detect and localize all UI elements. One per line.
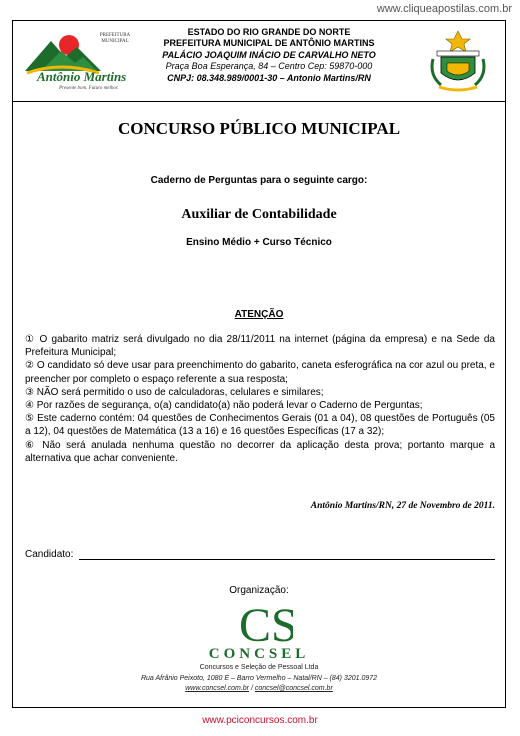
- attention-heading: ATENÇÃO: [234, 309, 284, 320]
- candidate-name-line[interactable]: [79, 559, 495, 560]
- instruction-item: ⑤ Este caderno contém: 04 questões de Conhecimentos Gerais (01 a 04), 08 questões de Português (05 a 12), 04 questões de Matemática (13 a 16) e 16 questões Específicas (17 a 32);: [25, 413, 495, 438]
- header-text: [139, 27, 399, 84]
- instructions-list: [25, 333, 495, 465]
- prefeitura-text: PREFEITURA MUNICIPAL: [99, 33, 131, 44]
- coat-of-arms-icon: [427, 29, 489, 95]
- coat-of-arms: [427, 29, 489, 95]
- svg-text:CS: CS: [239, 599, 293, 652]
- instruction-item: ② O candidato só deve usar para preenchimento do gabarito, caneta esferográfica na cor azul ou preta, e preencher por completo o espaço referente a sua resposta;: [25, 360, 495, 385]
- slogan: Presente bom. Futuro melhor.: [59, 86, 119, 91]
- cnpj-line: CNPJ: 08.348.989/0001-30 – Antonio Martins/RN: [167, 72, 371, 83]
- organization-site-link[interactable]: www.concsel.com.br: [185, 685, 250, 692]
- education-level: Ensino Médio + Curso Técnico: [186, 237, 332, 248]
- address-line: Praça Boa Esperança, 84 – Centro Cep: 59870-000: [165, 61, 373, 72]
- prefeitura-line: PREFEITURA MUNICIPAL DE ANTÔNIO MARTINS: [163, 38, 375, 49]
- organization-tagline: Concursos e Seleção de Pessoal Ltda: [199, 664, 319, 671]
- header: [13, 21, 505, 102]
- organization-links: [13, 685, 505, 692]
- organization-address: Rua Afrânio Peixoto, 1080 E – Barro Vermelho – Natal/RN – (84) 3201.0972: [140, 675, 378, 682]
- footer-url[interactable]: www.pciconcursos.com.br: [202, 715, 318, 726]
- instruction-item: ④ Por razões de segurança, o(a) candidato(a) não poderá levar o Caderno de Perguntas;: [25, 400, 423, 412]
- brand-name: Antônio Martins: [37, 69, 127, 84]
- candidate-label: Candidato:: [25, 549, 74, 560]
- organization-email-link[interactable]: concsel@concsel.com.br: [254, 685, 333, 692]
- subtitle: Caderno de Perguntas para o seguinte cargo:: [150, 175, 368, 186]
- organization-name: CONCSEL: [208, 646, 310, 662]
- link-separator: /: [249, 685, 255, 692]
- page-title: CONCURSO PÚBLICO MUNICIPAL: [117, 119, 401, 138]
- municipality-logo: [21, 27, 141, 97]
- state-line: ESTADO DO RIO GRANDE DO NORTE: [187, 27, 351, 37]
- job-role: Auxiliar de Contabilidade: [181, 207, 337, 222]
- place-date: Antônio Martins/RN, 27 de Novembro de 2011.: [310, 501, 495, 511]
- organization-label: Organização:: [229, 585, 289, 596]
- instruction-item: ③ NÃO será permitido o uso de calculadoras, celulares e similares;: [25, 386, 324, 398]
- palace-line: PALÁCIO JOAQUIM INÁCIO DE CARVALHO NETO: [162, 49, 376, 60]
- exam-cover-sheet: [12, 20, 506, 708]
- instruction-item: ① O gabarito matriz será divulgado no dia 28/11/2011 na internet (página da empresa) e na Sede da Prefeitura Municipal;: [25, 334, 495, 359]
- concsel-logo-icon: [237, 597, 293, 653]
- instruction-item: ⑥ Não será anulada nenhuma questão no decorrer da aplicação desta prova; portanto marque a alternativa que achar conveniente.: [25, 439, 495, 464]
- source-url: www.cliqueapostilas.com.br: [376, 3, 512, 15]
